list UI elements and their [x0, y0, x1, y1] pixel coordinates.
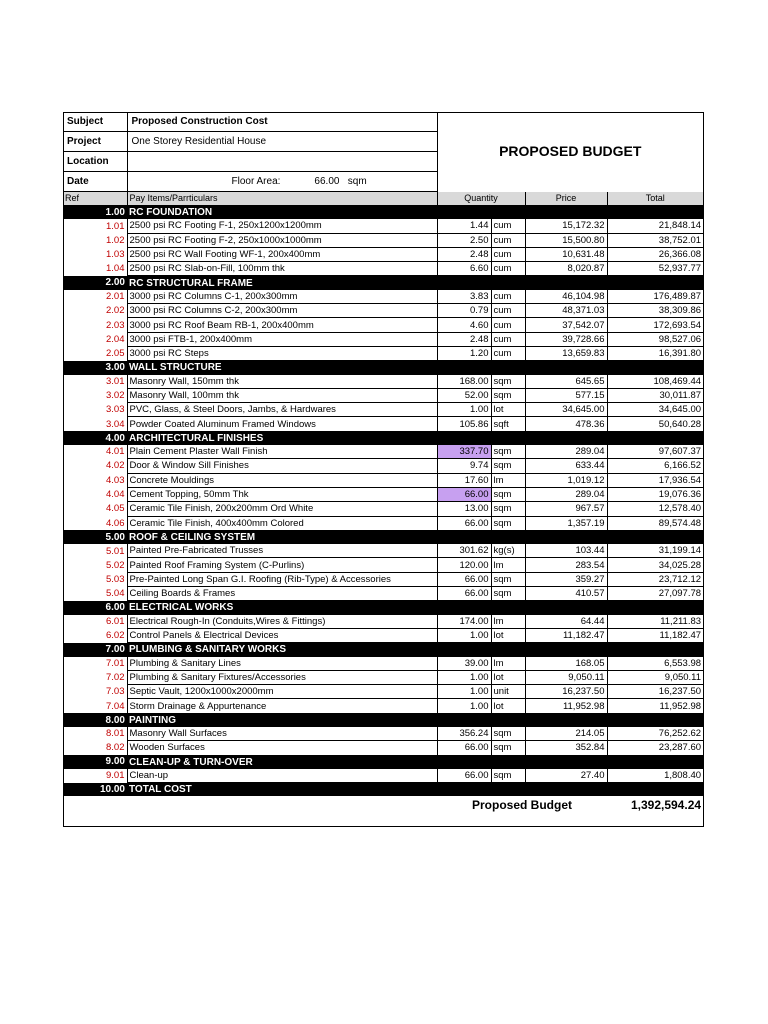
item-quantity: 0.79: [437, 304, 491, 318]
item-ref: 3.01: [63, 375, 127, 389]
item-total: 11,182.47: [607, 628, 703, 642]
section-title: ROOF & CEILING SYSTEM: [127, 530, 703, 544]
item-price: 289.04: [525, 487, 607, 501]
item-description: 2500 psi RC Wall Footing WF-1, 200x400mm: [127, 247, 437, 261]
item-description: Plumbing & Sanitary Lines: [127, 657, 437, 671]
item-quantity: 301.62: [437, 544, 491, 558]
table-row: [63, 628, 703, 642]
item-price: 168.05: [525, 657, 607, 671]
item-unit: sqm: [491, 445, 525, 459]
section-ref: 8.00: [63, 713, 127, 727]
item-quantity: 3.83: [437, 290, 491, 304]
item-price: 34,645.00: [525, 403, 607, 417]
item-unit: lot: [491, 670, 525, 684]
item-description: Plumbing & Sanitary Fixtures/Accessories: [127, 670, 437, 684]
item-total: 6,553.98: [607, 657, 703, 671]
col-total: Total: [607, 192, 703, 206]
table-row: [63, 247, 703, 261]
item-total: 21,848.14: [607, 219, 703, 233]
item-unit: unit: [491, 685, 525, 699]
table-row: [63, 375, 703, 389]
section-ref: 1.00: [63, 206, 127, 220]
table-row: [63, 741, 703, 755]
item-quantity: 4.60: [437, 318, 491, 332]
item-total: 26,366.08: [607, 247, 703, 261]
item-description: Ceiling Boards & Frames: [127, 587, 437, 601]
table-row: [63, 572, 703, 586]
item-total: 16,237.50: [607, 685, 703, 699]
item-unit: cum: [491, 332, 525, 346]
table-row: [63, 318, 703, 332]
item-price: 46,104.98: [525, 290, 607, 304]
section-ref: 3.00: [63, 361, 127, 375]
item-unit: sqm: [491, 375, 525, 389]
item-description: Powder Coated Aluminum Framed Windows: [127, 417, 437, 431]
item-ref: 2.03: [63, 318, 127, 332]
item-price: 8,020.87: [525, 262, 607, 276]
table-row: [63, 417, 703, 431]
item-ref: 2.04: [63, 332, 127, 346]
item-price: 359.27: [525, 572, 607, 586]
col-ref: Ref: [63, 192, 127, 206]
item-total: 19,076.36: [607, 487, 703, 501]
budget-table: [63, 112, 703, 814]
item-unit: sqm: [491, 727, 525, 741]
subject-value: Proposed Construction Cost: [127, 112, 437, 132]
item-total: 27,097.78: [607, 587, 703, 601]
proposed-budget-value: 1,392,594.24: [630, 797, 702, 812]
item-price: 10,631.48: [525, 247, 607, 261]
item-description: PVC, Glass, & Steel Doors, Jambs, & Hardwares: [127, 403, 437, 417]
item-total: 16,391.80: [607, 346, 703, 360]
item-total: 89,574.48: [607, 516, 703, 530]
item-ref: 4.02: [63, 459, 127, 473]
item-price: 15,500.80: [525, 233, 607, 247]
item-description: 3000 psi RC Columns C-1, 200x300mm: [127, 290, 437, 304]
item-total: 11,952.98: [607, 699, 703, 713]
section-title: ARCHITECTURAL FINISHES: [127, 431, 703, 445]
item-price: 11,952.98: [525, 699, 607, 713]
item-quantity: 9.74: [437, 459, 491, 473]
item-description: Ceramic Tile Finish, 400x400mm Colored: [127, 516, 437, 530]
section-title: ELECTRICAL WORKS: [127, 601, 703, 615]
item-description: Painted Pre-Fabricated Trusses: [127, 544, 437, 558]
item-quantity: 1.00: [437, 628, 491, 642]
section-title: RC STRUCTURAL FRAME: [127, 276, 703, 290]
floor-area: [127, 172, 437, 192]
item-total: 97,607.37: [607, 445, 703, 459]
section-title: PAINTING: [127, 713, 703, 727]
item-price: 39,728.66: [525, 332, 607, 346]
item-description: 2500 psi RC Slab-on-Fill, 100mm thk: [127, 262, 437, 276]
item-quantity: 2.50: [437, 233, 491, 247]
item-ref: 3.02: [63, 388, 127, 402]
item-description: Masonry Wall, 100mm thk: [127, 388, 437, 402]
item-price: 64.44: [525, 615, 607, 629]
item-description: Painted Roof Framing System (C-Purlins): [127, 558, 437, 572]
floor-area-unit: sqm: [347, 176, 367, 187]
project-value: One Storey Residential House: [127, 132, 437, 152]
item-price: 410.57: [525, 587, 607, 601]
item-quantity: 17.60: [437, 473, 491, 487]
table-row: [63, 685, 703, 699]
item-ref: 2.05: [63, 346, 127, 360]
item-quantity: 2.48: [437, 332, 491, 346]
item-ref: 4.01: [63, 445, 127, 459]
table-row: [63, 670, 703, 684]
item-total: 76,252.62: [607, 727, 703, 741]
section-row: [63, 276, 703, 290]
item-quantity: 1.00: [437, 403, 491, 417]
item-description: 2500 psi RC Footing F-1, 250x1200x1200mm: [127, 219, 437, 233]
item-ref: 5.04: [63, 587, 127, 601]
item-price: 16,237.50: [525, 685, 607, 699]
table-row: [63, 727, 703, 741]
item-quantity: 66.00: [437, 587, 491, 601]
section-title: CLEAN-UP & TURN-OVER: [127, 755, 703, 769]
item-total: 11,211.83: [607, 615, 703, 629]
item-ref: 2.02: [63, 304, 127, 318]
item-total: 108,469.44: [607, 375, 703, 389]
item-quantity: 52.00: [437, 388, 491, 402]
table-row: [63, 544, 703, 558]
item-price: 1,019.12: [525, 473, 607, 487]
item-price: 967.57: [525, 502, 607, 516]
table-row: [63, 219, 703, 233]
item-unit: cum: [491, 233, 525, 247]
item-price: 15,172.32: [525, 219, 607, 233]
section-ref: 6.00: [63, 601, 127, 615]
item-ref: 7.03: [63, 685, 127, 699]
table-row: [63, 558, 703, 572]
budget-sheet: [63, 112, 703, 814]
item-total: 172,693.54: [607, 318, 703, 332]
proposed-budget-label: Proposed Budget: [471, 797, 572, 812]
table-row: [63, 233, 703, 247]
section-ref: 2.00: [63, 276, 127, 290]
item-ref: 1.02: [63, 233, 127, 247]
item-total: 23,287.60: [607, 741, 703, 755]
item-unit: cum: [491, 219, 525, 233]
item-ref: 6.02: [63, 628, 127, 642]
item-description: Storm Drainage & Appurtenance: [127, 699, 437, 713]
item-ref: 9.01: [63, 769, 127, 783]
col-quantity: Quantity: [437, 192, 525, 206]
item-total: 52,937.77: [607, 262, 703, 276]
section-row: [63, 361, 703, 375]
item-price: 103.44: [525, 544, 607, 558]
item-total: 1,808.40: [607, 769, 703, 783]
section-row: [63, 643, 703, 657]
total-ref: 10.00: [63, 783, 127, 797]
section-title: WALL STRUCTURE: [127, 361, 703, 375]
item-ref: 7.04: [63, 699, 127, 713]
item-description: Electrical Rough-In (Conduits,Wires & Fittings): [127, 615, 437, 629]
table-row: [63, 388, 703, 402]
item-description: Cement Topping, 50mm Thk: [127, 487, 437, 501]
item-ref: 4.06: [63, 516, 127, 530]
item-price: 645.65: [525, 375, 607, 389]
item-unit: sqm: [491, 487, 525, 501]
page-title: PROPOSED BUDGET: [437, 112, 703, 192]
item-ref: 5.02: [63, 558, 127, 572]
item-total: 12,578.40: [607, 502, 703, 516]
table-row: [63, 699, 703, 713]
col-items: Pay Items/Parrticulars: [127, 192, 437, 206]
item-total: 50,640.28: [607, 417, 703, 431]
item-ref: 4.03: [63, 473, 127, 487]
item-quantity: 13.00: [437, 502, 491, 516]
item-ref: 6.01: [63, 615, 127, 629]
item-ref: 5.01: [63, 544, 127, 558]
item-unit: sqm: [491, 388, 525, 402]
item-quantity: 1.00: [437, 670, 491, 684]
section-ref: 4.00: [63, 431, 127, 445]
item-description: 3000 psi RC Roof Beam RB-1, 200x400mm: [127, 318, 437, 332]
item-description: Clean-up: [127, 769, 437, 783]
item-description: Masonry Wall, 150mm thk: [127, 375, 437, 389]
item-quantity: 66.00: [437, 516, 491, 530]
item-ref: 5.03: [63, 572, 127, 586]
section-ref: 7.00: [63, 643, 127, 657]
proposed-budget-row: [63, 796, 703, 814]
table-row: [63, 516, 703, 530]
item-quantity: 174.00: [437, 615, 491, 629]
item-description: Door & Window Sill Finishes: [127, 459, 437, 473]
section-title: PLUMBING & SANITARY WORKS: [127, 643, 703, 657]
section-row: [63, 755, 703, 769]
item-ref: 7.02: [63, 670, 127, 684]
floor-area-label: Floor Area:: [231, 176, 281, 187]
section-title: RC FOUNDATION: [127, 206, 703, 220]
item-unit: lm: [491, 657, 525, 671]
section-row: [63, 431, 703, 445]
item-unit: lm: [491, 558, 525, 572]
item-ref: 1.03: [63, 247, 127, 261]
table-row: [63, 304, 703, 318]
item-total: 30,011.87: [607, 388, 703, 402]
item-price: 9,050.11: [525, 670, 607, 684]
item-total: 31,199.14: [607, 544, 703, 558]
table-row: [63, 346, 703, 360]
table-row: [63, 487, 703, 501]
table-row: [63, 403, 703, 417]
item-total: 176,489.87: [607, 290, 703, 304]
item-total: 34,645.00: [607, 403, 703, 417]
item-description: Plain Cement Plaster Wall Finish: [127, 445, 437, 459]
project-label: Project: [63, 132, 127, 152]
item-quantity: 6.60: [437, 262, 491, 276]
item-unit: lot: [491, 403, 525, 417]
item-unit: sqm: [491, 572, 525, 586]
item-description: 2500 psi RC Footing F-2, 250x1000x1000mm: [127, 233, 437, 247]
item-quantity: 66.00: [437, 769, 491, 783]
item-description: 3000 psi RC Steps: [127, 346, 437, 360]
item-total: 23,712.12: [607, 572, 703, 586]
item-unit: kg(s): [491, 544, 525, 558]
item-ref: 3.03: [63, 403, 127, 417]
item-quantity: 2.48: [437, 247, 491, 261]
item-quantity: 66.00: [437, 572, 491, 586]
total-cost-row: [63, 783, 703, 797]
section-ref: 9.00: [63, 755, 127, 769]
item-price: 283.54: [525, 558, 607, 572]
table-row: [63, 473, 703, 487]
item-price: 27.40: [525, 769, 607, 783]
item-ref: 1.04: [63, 262, 127, 276]
table-row: [63, 769, 703, 783]
item-quantity: 1.44: [437, 219, 491, 233]
item-total: 38,309.86: [607, 304, 703, 318]
item-ref: 8.01: [63, 727, 127, 741]
item-ref: 4.04: [63, 487, 127, 501]
item-description: 3000 psi FTB-1, 200x400mm: [127, 332, 437, 346]
subject-label: Subject: [63, 112, 127, 132]
item-quantity: 66.00: [437, 487, 491, 501]
item-quantity: 1.00: [437, 699, 491, 713]
item-total: 98,527.06: [607, 332, 703, 346]
item-unit: sqft: [491, 417, 525, 431]
item-unit: sqm: [491, 587, 525, 601]
section-row: [63, 206, 703, 220]
item-unit: cum: [491, 346, 525, 360]
table-row: [63, 502, 703, 516]
item-quantity: 356.24: [437, 727, 491, 741]
item-description: Pre-Painted Long Span G.I. Roofing (Rib-Type) & Accessories: [127, 572, 437, 586]
item-price: 37,542.07: [525, 318, 607, 332]
item-description: Wooden Surfaces: [127, 741, 437, 755]
item-price: 214.05: [525, 727, 607, 741]
item-price: 13,659.83: [525, 346, 607, 360]
item-unit: lm: [491, 615, 525, 629]
item-unit: sqm: [491, 502, 525, 516]
table-row: [63, 445, 703, 459]
item-price: 48,371.03: [525, 304, 607, 318]
footer-spacer: [63, 796, 437, 814]
item-description: 3000 psi RC Columns C-2, 200x300mm: [127, 304, 437, 318]
table-row: [63, 262, 703, 276]
item-unit: lot: [491, 628, 525, 642]
table-row: [63, 657, 703, 671]
item-quantity: 120.00: [437, 558, 491, 572]
item-unit: cum: [491, 304, 525, 318]
item-total: 34,025.28: [607, 558, 703, 572]
item-unit: lot: [491, 699, 525, 713]
table-row: [63, 290, 703, 304]
table-row: [63, 459, 703, 473]
item-unit: sqm: [491, 769, 525, 783]
item-unit: sqm: [491, 459, 525, 473]
section-ref: 5.00: [63, 530, 127, 544]
item-unit: cum: [491, 247, 525, 261]
table-row: [63, 615, 703, 629]
item-ref: 7.01: [63, 657, 127, 671]
item-total: 9,050.11: [607, 670, 703, 684]
item-total: 6,166.52: [607, 459, 703, 473]
item-ref: 8.02: [63, 741, 127, 755]
section-row: [63, 713, 703, 727]
item-price: 1,357.19: [525, 516, 607, 530]
location-label: Location: [63, 152, 127, 172]
item-ref: 4.05: [63, 502, 127, 516]
item-quantity: 105.86: [437, 417, 491, 431]
item-description: Septic Vault, 1200x1000x2000mm: [127, 685, 437, 699]
item-price: 633.44: [525, 459, 607, 473]
date-label: Date: [63, 172, 127, 192]
item-description: Concrete Mouldings: [127, 473, 437, 487]
item-unit: lm: [491, 473, 525, 487]
item-total: 38,752.01: [607, 233, 703, 247]
item-price: 11,182.47: [525, 628, 607, 642]
section-row: [63, 530, 703, 544]
item-unit: cum: [491, 290, 525, 304]
floor-area-value: 66.00: [314, 176, 340, 187]
item-unit: sqm: [491, 741, 525, 755]
item-price: 577.15: [525, 388, 607, 402]
item-quantity: 337.70: [437, 445, 491, 459]
item-ref: 2.01: [63, 290, 127, 304]
item-description: Ceramic Tile Finish, 200x200mm Ord White: [127, 502, 437, 516]
item-quantity: 39.00: [437, 657, 491, 671]
item-ref: 3.04: [63, 417, 127, 431]
item-unit: cum: [491, 262, 525, 276]
table-row: [63, 587, 703, 601]
item-unit: sqm: [491, 516, 525, 530]
item-quantity: 168.00: [437, 375, 491, 389]
item-price: 352.84: [525, 741, 607, 755]
item-unit: cum: [491, 318, 525, 332]
table-row: [63, 332, 703, 346]
location-value: [127, 152, 437, 172]
section-row: [63, 601, 703, 615]
total-title: TOTAL COST: [127, 783, 703, 797]
item-ref: 1.01: [63, 219, 127, 233]
item-total: 17,936.54: [607, 473, 703, 487]
item-description: Control Panels & Electrical Devices: [127, 628, 437, 642]
item-quantity: 66.00: [437, 741, 491, 755]
item-description: Masonry Wall Surfaces: [127, 727, 437, 741]
item-quantity: 1.00: [437, 685, 491, 699]
item-price: 289.04: [525, 445, 607, 459]
item-quantity: 1.20: [437, 346, 491, 360]
item-price: 478.36: [525, 417, 607, 431]
col-price: Price: [525, 192, 607, 206]
